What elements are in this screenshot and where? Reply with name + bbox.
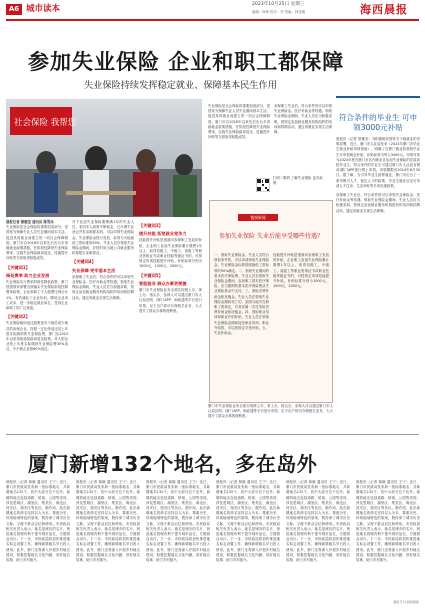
related-news-body-2 (273, 253, 329, 399)
second-headline: 厦门新增132个地名，多在岛外 (28, 452, 318, 476)
issue-date: 2023年10月25日 星期三 (252, 2, 305, 7)
story-column-5 (274, 104, 332, 174)
story-text: 技能提升补贴是指面向参保职工发放的补贴，企业职工参加失业保险累计缴费1年以上，取得初级工、中级工、高级工等职业资格证书或职业技能等级证书的，可按规定申请技能提升补贴。补贴标准分别为1000元、1500元、2000元。 (139, 238, 202, 269)
story-text: 失业保险是社会保险的重要组成部分，是国家为保障失业人员失业期间基本生活、促进其再就业而建立的一项社会保障制度。厦门市自2018年以来先后出台多项稳就业政策措施，在阶段性降低失业保险费率、实施失业保险稳岗返还、技能提升补贴等方面取得积极成效。 (6, 225, 68, 261)
section-divider (6, 434, 419, 435)
story-text: 晨报讯（记者 蔡雅莹）为积极响应国家关于稳就业的决策部署，近日，厦门市人社局发布《2023年厦门市毕业生就业补贴申领指南》，明确了在厦门就业的高校毕业生可申领就业补贴，补贴标准为每人3000元。申领对象为2023年度在厦门市区内就业且参加失业保险的应届高校毕业生，符合条件的毕业生可通过厦门市人社局官网或i厦门APP进行网上申领。申领期限至2024年6月30日。据了解，为引导毕业生留厦就业，厦门市出台了一系列吸引人才、留住人才的政策，毕业生就业后还可申请人才住房、生活补贴等多项优惠政策。 (336, 137, 420, 188)
story-text: 晨报讯（记者 林晓 通讯员 王宁）近日，厦门市民政局发布新一批标准地名，共新增地名132个，其中大部分位于岛外。新增的地名包括道路、桥梁、公园等类别，涉及思明区、湖里区、集美区、海沧区、同安区、翔安区等各区。据介绍，此次新增地名的命名坚持以人为本、尊重历史、体现地域特色的原则，既传承了城市历史文脉，又便于群众记忆和使用。市民政局相关负责人表示，地名是城市的名片，规范地名管理有利于提升城市品位，方便群众出行。下一步，市民政局将加快推进地名标志设置工作，确保新增地名早日投入使用。此外，厦门还将深入开展乡村地名建设，积极挖掘地名文化内涵，讲好地名故事，助力乡村振兴。 (6, 480, 70, 563)
editor-credits: 编辑：杨珍 校对：李 美编：林逸琳 (252, 10, 306, 14)
page-footer: 晨报专刊 海西晨报 (393, 600, 419, 604)
subhead-label: 【关键词3】 (139, 223, 163, 228)
byline: 晨报记者 蔡雅莹 通讯员 陈雪冰 (6, 220, 54, 224)
related-news-title: 参加失业保险 失业后能享受哪些待遇？ (219, 233, 323, 240)
related-news-tag: 链接新闻 (238, 214, 278, 221)
lower-column-5 (286, 480, 350, 596)
story-text: 失业保险实行费率阶段性降低政策，厦门按照国家部署全面落实失业保险阶段性降费率政策，企业和职工个人缴费比例合计1%。有效减轻了企业负担，降低企业用工成本，进一步稳定就业岗位，受到企业和职工的广泛欢迎。 (6, 280, 68, 311)
story-text: 晨报讯（记者 林晓 通讯员 王宁）近日，厦门市民政局发布新一批标准地名，共新增地名132个，其中大部分位于岛外。新增的地名包括道路、桥梁、公园等类别，涉及思明区、湖里区、集美区、海沧区、同安区、翔安区等各区。据介绍，此次新增地名的命名坚持以人为本、尊重历史、体现地域特色的原则，既传承了城市历史文脉，又便于群众记忆和使用。市民政局相关负责人表示，地名是城市的名片，规范地名管理有利于提升城市品位，方便群众出行。下一步，市民政局将加快推进地名标志设置工作，确保新增地名早日投入使用。此外，厦门还将深入开展乡村地名建设，积极挖掘地名文化内涵，讲好地名故事，助力乡村振兴。 (286, 480, 350, 563)
lower-column-2 (76, 480, 140, 596)
related-news-text: 技能提升补贴是指面向参保职工发放的补贴，企业职工参加失业保险累计缴费1年以上，取得初级工、中级工、高级工等职业资格证书或职业技能等级证书的，可按规定申请技能提升补贴。补贴标准分别为1000元、1500元、2000元。 (273, 253, 329, 289)
subhead-title: 智能服务 群众办事更便捷 (139, 280, 187, 286)
header-rule (6, 19, 419, 21)
story-column-3 (139, 220, 202, 314)
story-text: 参保职工失业后，符合条件的可以申领失业保险金、医疗补助金等待遇。领取失业保险金期间，失业人员应当积极求职，按规定参加就业服务机构组织的培训和招聘活动，通过再就业实现生活保障。 (274, 104, 332, 135)
page-number: A6 (6, 4, 22, 15)
story-column-1 (6, 220, 68, 353)
related-news-body-1 (214, 253, 269, 399)
section-title: 城市读本 (26, 4, 61, 14)
qr-code-icon[interactable] (256, 177, 270, 191)
story-column-4 (208, 104, 270, 140)
story-text: 厦门市失业保险业务全面实现网上办、掌上办、指尖办，参保人可以通过厦门市人社局官网、i厦门APP、闽政通等平台进行申领，足不出户即可办理相关业务，大大提升了群众办事的便利度。 (139, 288, 202, 313)
story-text: 对于参加失业保险缴费满1年的失业人员，非因本人意愿中断就业，已办理失业登记并有求职要求的，可以申领失业保险金。失业保险金按月发放，标准为当地最低工资标准的90%，失业人员在领取失业保险金期间，应按时到当地公共就业服务机构报告求职情况。 (72, 220, 134, 256)
subhead-title: 降低费率 助力企业发展 (6, 272, 50, 278)
photo-banner: 社会保险 我帮您 (14, 118, 77, 128)
subhead-label: 【关键词4】 (72, 259, 96, 265)
story-text: 参保职工失业后，符合条件的可以申领失业保险金、医疗补助金等待遇。领取失业保险金期间，失业人员应当积极求职，按规定参加就业服务机构组织的培训和招聘活动，通过再就业实现生活保障。 (336, 193, 420, 213)
story-column-2 (72, 220, 134, 301)
story-continuation (208, 404, 333, 430)
subhead-label: 【关键词1】 (6, 264, 30, 270)
qr-caption: 扫码二维码 了解失业保险 更多政策 (273, 176, 323, 185)
main-headline: 参加失业保险 企业和职工都保障 (28, 50, 345, 74)
subhead-label: 【关键词5】 (139, 272, 163, 278)
story-text: 失业保险是社会保险的重要组成部分，是国家为保障失业人员失业期间基本生活、促进其再就业而建立的一项社会保障制度。厦门市自2018年以来先后出台多项稳就业政策措施，在阶段性降低失业保险费率、实施失业保险稳岗返还、技能提升补贴等方面取得积极成效。 (208, 104, 270, 140)
right-column-headline: 符合条件的毕业生 可申领3000元补贴 (338, 113, 418, 132)
story-text: 参保职工失业后，符合条件的可以申领失业保险金、医疗补助金等待遇。领取失业保险金期间，失业人员应当积极求职，按规定参加就业服务机构组织的培训和招聘活动，通过再就业实现生活保障。 (72, 274, 134, 300)
story-text: 晨报讯（记者 林晓 通讯员 王宁）近日，厦门市民政局发布新一批标准地名，共新增地名132个，其中大部分位于岛外。新增的地名包括道路、桥梁、公园等类别，涉及思明区、湖里区、集美区、海沧区、同安区、翔安区等各区。据介绍，此次新增地名的命名坚持以人为本、尊重历史、体现地域特色的原则，既传承了城市历史文脉，又便于群众记忆和使用。市民政局相关负责人表示，地名是城市的名片，规范地名管理有利于提升城市品位，方便群众出行。下一步，市民政局将加快推进地名标志设置工作，确保新增地名早日投入使用。此外，厦门还将深入开展乡村地名建设，积极挖掘地名文化内涵，讲好地名故事，助力乡村振兴。 (356, 480, 420, 563)
subhead-label: 【关键词2】 (6, 314, 30, 320)
story-text: 晨报讯（记者 林晓 通讯员 王宁）近日，厦门市民政局发布新一批标准地名，共新增地名132个，其中大部分位于岛外。新增的地名包括道路、桥梁、公园等类别，涉及思明区、湖里区、集美区、海沧区、同安区、翔安区等各区。据介绍，此次新增地名的命名坚持以人为本、尊重历史、体现地域特色的原则，既传承了城市历史文脉，又便于群众记忆和使用。市民政局相关负责人表示，地名是城市的名片，规范地名管理有利于提升城市品位，方便群众出行。下一步，市民政局将加快推进地名标志设置工作，确保新增地名早日投入使用。此外，厦门还将深入开展乡村地名建设，积极挖掘地名文化内涵，讲好地名故事，助力乡村振兴。 (146, 480, 210, 563)
lead-photo (6, 99, 202, 217)
lower-column-1 (6, 480, 70, 596)
story-text: 厦门市失业保险业务全面实现网上办、掌上办、指尖办，参保人可以通过厦门市人社局官网、i厦门APP、闽政通等平台进行申领，足不出户即可办理相关业务，大大提升了群众办事的便利度。 (208, 404, 333, 419)
story-text: 晨报讯（记者 林晓 通讯员 王宁）近日，厦门市民政局发布新一批标准地名，共新增地名132个，其中大部分位于岛外。新增的地名包括道路、桥梁、公园等类别，涉及思明区、湖里区、集美区、海沧区、同安区、翔安区等各区。据介绍，此次新增地名的命名坚持以人为本、尊重历史、体现地域特色的原则，既传承了城市历史文脉，又便于群众记忆和使用。市民政局相关负责人表示，地名是城市的名片，规范地名管理有利于提升城市品位，方便群众出行。下一步，市民政局将加快推进地名标志设置工作，确保新增地名早日投入使用。此外，厦门还将深入开展乡村地名建设，积极挖掘地名文化内涵，讲好地名故事，助力乡村振兴。 (76, 480, 140, 563)
main-subheadline: 失业保险持续发挥稳定就业、保障基本民生作用 (84, 80, 277, 91)
right-column-body (336, 137, 420, 429)
lower-column-6 (356, 480, 420, 596)
subhead-title: 失业保障 兜牢基本生活 (72, 267, 116, 273)
lower-column-3 (146, 480, 210, 596)
story-text: 失业保险稳岗返还政策是对不裁员或少裁员的参保企业，按照一定比例返还其上年度实际缴纳的失业保险费，厦门从2023年以来持续延续稳岗返还政策，对大型企业按上年度实际缴纳失业保险费30%返还，中小微企业按60%返还。 (6, 321, 68, 352)
lower-column-4 (216, 480, 280, 596)
subhead-title: 提升技能 拓宽就业竞争力 (139, 231, 187, 237)
newspaper-logo: 海西晨报 (360, 3, 408, 16)
right-column-rule (336, 96, 420, 110)
story-text: 晨报讯（记者 林晓 通讯员 王宁）近日，厦门市民政局发布新一批标准地名，共新增地名132个，其中大部分位于岛外。新增的地名包括道路、桥梁、公园等类别，涉及思明区、湖里区、集美区、海沧区、同安区、翔安区等各区。据介绍，此次新增地名的命名坚持以人为本、尊重历史、体现地域特色的原则，既传承了城市历史文脉，又便于群众记忆和使用。市民政局相关负责人表示，地名是城市的名片，规范地名管理有利于提升城市品位，方便群众出行。下一步，市民政局将加快推进地名标志设置工作，确保新增地名早日投入使用。此外，厦门还将深入开展乡村地名建设，积极挖掘地名文化内涵，讲好地名故事，助力乡村振兴。 (216, 480, 280, 563)
related-news-text: 一、领取失业保险金。失业人员符合领取条件的，可以申请领取失业保险金。失业保险金标准按照最低工资标准的90%确定。二、领取失业期间的基本医疗保险费。失业人员在领取失业保险金期间，参加职工基本医疗保险，应当缴纳的基本医疗保险费从失业保险基金中支付。三、领取丧葬补助金和抚恤金。失业人员在领取失业保险金期间死亡的，参照当地对在职职工的规定，对其家属一次性发给丧葬补助金和抚恤金。四、领取职业培训和职业介绍补贴。失业人员在领取失业保险金期间接受职业培训、职业介绍的，可以按规定享受补贴。五、失业补助金。 (214, 253, 269, 336)
